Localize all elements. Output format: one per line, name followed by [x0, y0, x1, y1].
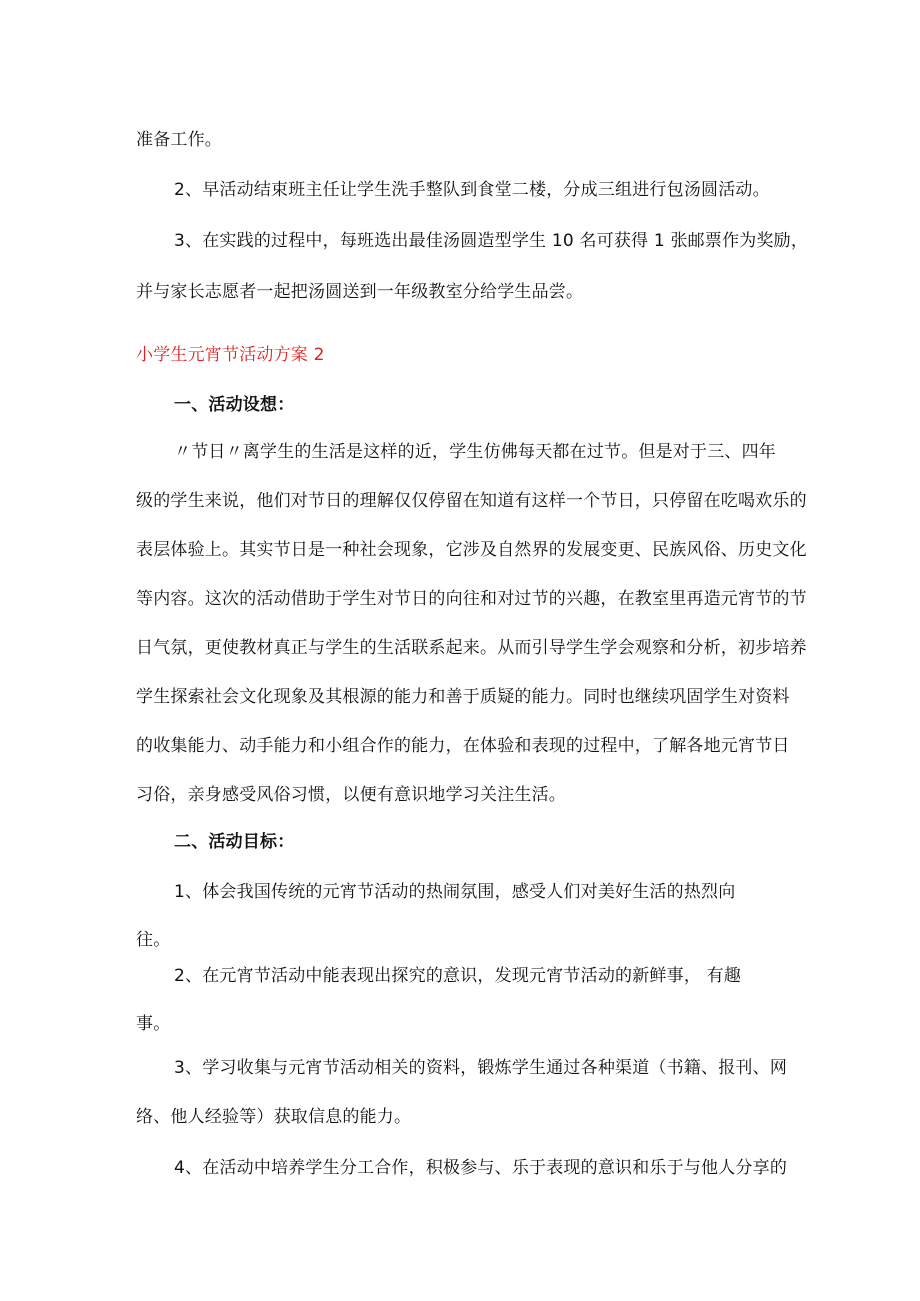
section-title: 小学生元宵节活动方案 2 [136, 345, 325, 365]
text-line: 3、在实践的过程中，每班选出最佳汤圆造型学生 10 名可获得 1 张邮票作为奖励， [174, 231, 809, 251]
text-line: 准备工作。 [136, 130, 222, 150]
subheading-activity-goals: 二、活动目标： [174, 832, 295, 852]
text-line: 3、学习收集与元宵节活动相关的资料，锻炼学生通过各种渠道（书籍、报刊、网 [174, 1058, 788, 1078]
text-line: 2、早活动结束班主任让学生洗手整队到食堂二楼，分成三组进行包汤圆活动。 [174, 180, 770, 200]
text-line: 络、他人经验等）获取信息的能力。 [136, 1107, 412, 1127]
text-line: 4、在活动中培养学生分工合作，积极参与、乐于表现的意识和乐于与他人分享的 [174, 1158, 788, 1178]
text-line: 往。 [136, 930, 171, 950]
subheading-activity-idea: 一、活动设想： [174, 395, 295, 415]
text-line: 表层体验上。其实节日是一种社会现象，它涉及自然界的发展变更、民族风俗、历史文化 [136, 540, 807, 560]
text-line: 并与家长志愿者一起把汤圆送到一年级教室分给学生品尝。 [136, 282, 584, 302]
text-line: 学生探索社会文化现象及其根源的能力和善于质疑的能力。同时也继续巩固学生对资料 [136, 687, 790, 707]
text-line: 的收集能力、动手能力和小组合作的能力，在体验和表现的过程中，了解各地元宵节日 [136, 736, 790, 756]
text-line: 2、在元宵节活动中能表现出探究的意识，发现元宵节活动的新鲜事， 有趣 [174, 966, 742, 986]
text-line: 事。 [136, 1014, 171, 1034]
text-line: 日气氛，更使教材真正与学生的生活联系起来。从而引导学生学会观察和分析，初步培养 [136, 638, 807, 658]
text-line: 〃节日〃离学生的生活是这样的近，学生仿佛每天都在过节。但是对于三、四年 [174, 442, 776, 462]
text-line: 级的学生来说，他们对节日的理解仅仅停留在知道有这样一个节日，只停留在吃喝欢乐的 [136, 491, 807, 511]
text-line: 1、体会我国传统的元宵节活动的热闹氛围，感受人们对美好生活的热烈向 [174, 882, 736, 902]
text-line: 习俗，亲身感受风俗习惯，以便有意识地学习关注生活。 [136, 785, 566, 805]
text-line: 等内容。这次的活动借助于学生对节日的向往和对过节的兴趣，在教室里再造元宵节的节 [136, 589, 807, 609]
